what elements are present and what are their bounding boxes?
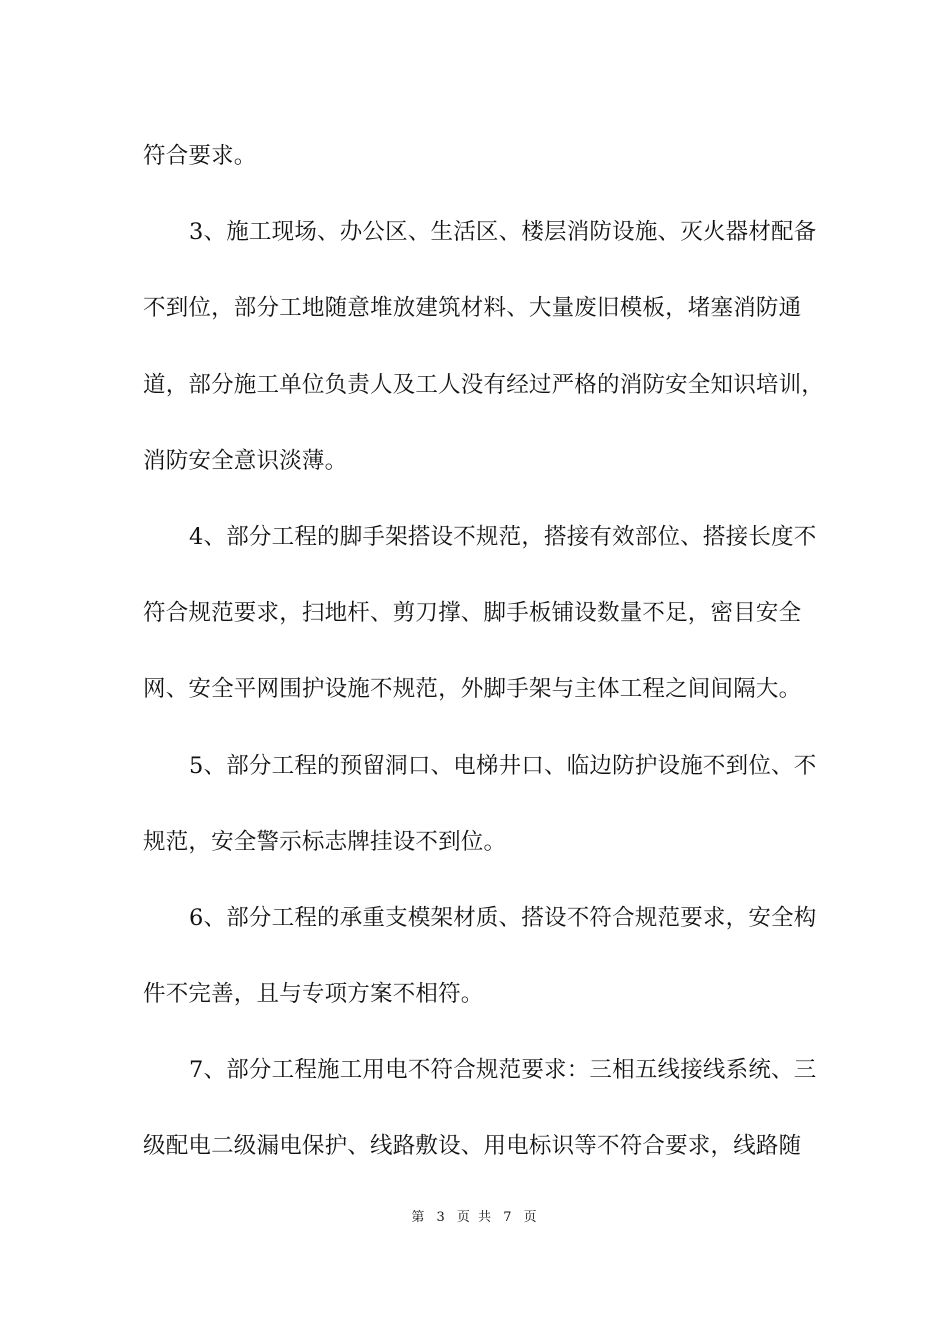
text-line: 网、安全平网围护设施不规范，外脚手架与主体工程之间间隔大。: [143, 676, 802, 703]
text-line: 3、施工现场、办公区、生活区、楼层消防设施、灭火器材配备: [189, 219, 817, 246]
text-line: 6、部分工程的承重支模架材质、搭设不符合规范要求，安全构: [189, 904, 817, 931]
text-line: 符合要求。: [143, 143, 257, 169]
current-page-number: 3: [436, 1210, 447, 1225]
total-pages-number: 7: [503, 1210, 514, 1225]
footer-middle: 页 共: [456, 1210, 494, 1225]
body-text: [143, 129, 825, 1196]
text-line: 规范，安全警示标志牌挂设不到位。: [143, 828, 507, 855]
footer-prefix: 第: [411, 1210, 427, 1225]
page-footer: [0, 1206, 950, 1225]
text-line: 4、部分工程的脚手架搭设不规范，搭接有效部位、搭接长度不: [189, 523, 817, 550]
text-line: 道，部分施工单位负责人及工人没有经过严格的消防安全知识培训，: [143, 371, 825, 398]
text-line: 消防安全意识淡薄。: [143, 447, 348, 474]
text-line: 7、部分工程施工用电不符合规范要求：三相五线接线系统、三: [189, 1057, 817, 1084]
text-line: 不到位，部分工地随意堆放建筑材料、大量废旧模板，堵塞消防通: [143, 295, 802, 322]
footer-suffix: 页: [523, 1210, 539, 1225]
text-line: 5、部分工程的预留洞口、电梯井口、临边防护设施不到位、不: [189, 752, 817, 779]
text-line: 级配电二级漏电保护、线路敷设、用电标识等不符合要求，线路随: [143, 1133, 802, 1160]
text-line: 件不完善，且与专项方案不相符。: [143, 981, 484, 1008]
text-line: 符合规范要求，扫地杆、剪刀撑、脚手板铺设数量不足，密目安全: [143, 600, 802, 627]
